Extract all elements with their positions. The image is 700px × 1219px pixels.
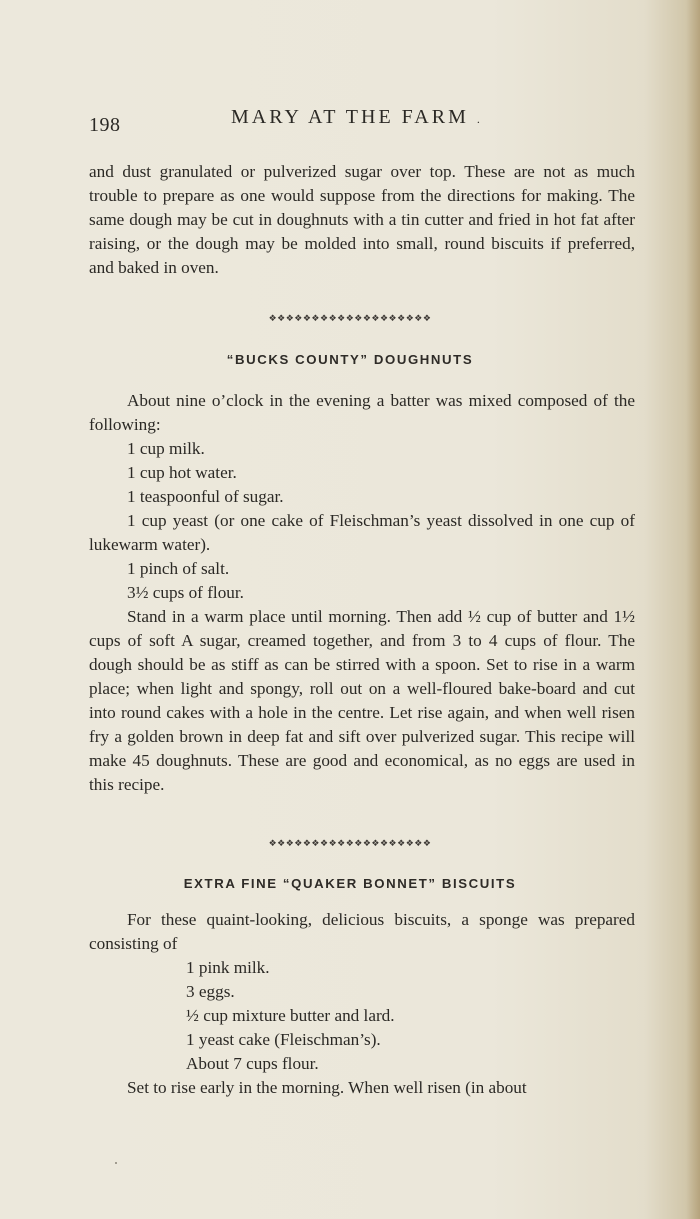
running-title: [231, 106, 483, 129]
recipe1-ingredient: 3½ cups of flour.: [127, 583, 244, 602]
intro-paragraph: and dust granulated or pulverized sugar over top. These are not as much trouble to prepare as one would suppose from the directions for making. The same dough may be cut in doughnuts with a tin cutter and fried in hot fat after raising, or the dough may be molded into small, round biscuits if preferred, and baked in oven.: [89, 162, 635, 277]
page-number: 198: [89, 114, 121, 136]
recipe2-ingredient: ½ cup mixture butter and lard.: [186, 1006, 395, 1025]
recipe1-ingredient: 1 pinch of salt.: [127, 559, 230, 578]
recipe2-ingredient: 3 eggs.: [186, 982, 235, 1001]
running-title-text: MARY AT THE FARM: [231, 106, 469, 128]
recipe2-ingredient: About 7 cups flour.: [186, 1054, 319, 1073]
recipe2-title: EXTRA FINE “QUAKER BONNET” BISCUITS: [183, 876, 517, 891]
recipe2-method: Set to rise early in the morning. When well risen (in about: [127, 1078, 527, 1097]
recipe1-ingredient: 1 teaspoonful of sugar.: [127, 487, 284, 506]
recipe1-ingredient: 1 cup hot water.: [127, 463, 237, 482]
paper-speck: [115, 1162, 117, 1164]
recipe1-method: Stand in a warm place until morning. Then add ½ cup of butter and 1½ cups of soft A sugar, creamed together, and from 3 to 4 cups of flour. The dough should be as stiff as can be stirred with a spoon. Set to rise in a warm place; when light and spongy, roll out on a well-floured bake-board and cut into round cakes with a hole in the centre. Let rise again, and when well risen fry a golden brown in deep fat and sift over pulverized sugar. This recipe will make 45 doughnuts. These are good and economical, as no eggs are used in this recipe.: [89, 607, 635, 794]
intro-paragraph-block: [89, 160, 635, 280]
recipe1-title: “BUCKS COUNTY” DOUGHNUTS: [226, 352, 474, 367]
recipe1-body: [89, 389, 635, 797]
recipe2-intro: For these quaint-looking, delicious biscuits, a sponge was prepared consisting of: [89, 910, 635, 953]
recipe2-ingredient: 1 yeast cake (Fleischman’s).: [186, 1030, 381, 1049]
page-edge-shadow: [686, 0, 700, 1219]
recipe1-ingredient: 1 cup milk.: [127, 439, 205, 458]
recipe1-intro: About nine o’clock in the evening a batter was mixed composed of the following:: [89, 391, 635, 434]
ornament-divider-1: ❖❖❖❖❖❖❖❖❖❖❖❖❖❖❖❖❖❖❖: [268, 314, 432, 324]
running-title-mark: .: [476, 112, 483, 126]
recipe2-body: [89, 908, 635, 1100]
recipe2-ingredient: 1 pink milk.: [186, 958, 270, 977]
recipe1-ingredient: 1 cup yeast (or one cake of Fleischman’s yeast dissolved in one cup of lukewarm water).: [89, 511, 635, 554]
page-header: [0, 104, 700, 134]
ornament-divider-2: ❖❖❖❖❖❖❖❖❖❖❖❖❖❖❖❖❖❖❖: [268, 839, 432, 849]
